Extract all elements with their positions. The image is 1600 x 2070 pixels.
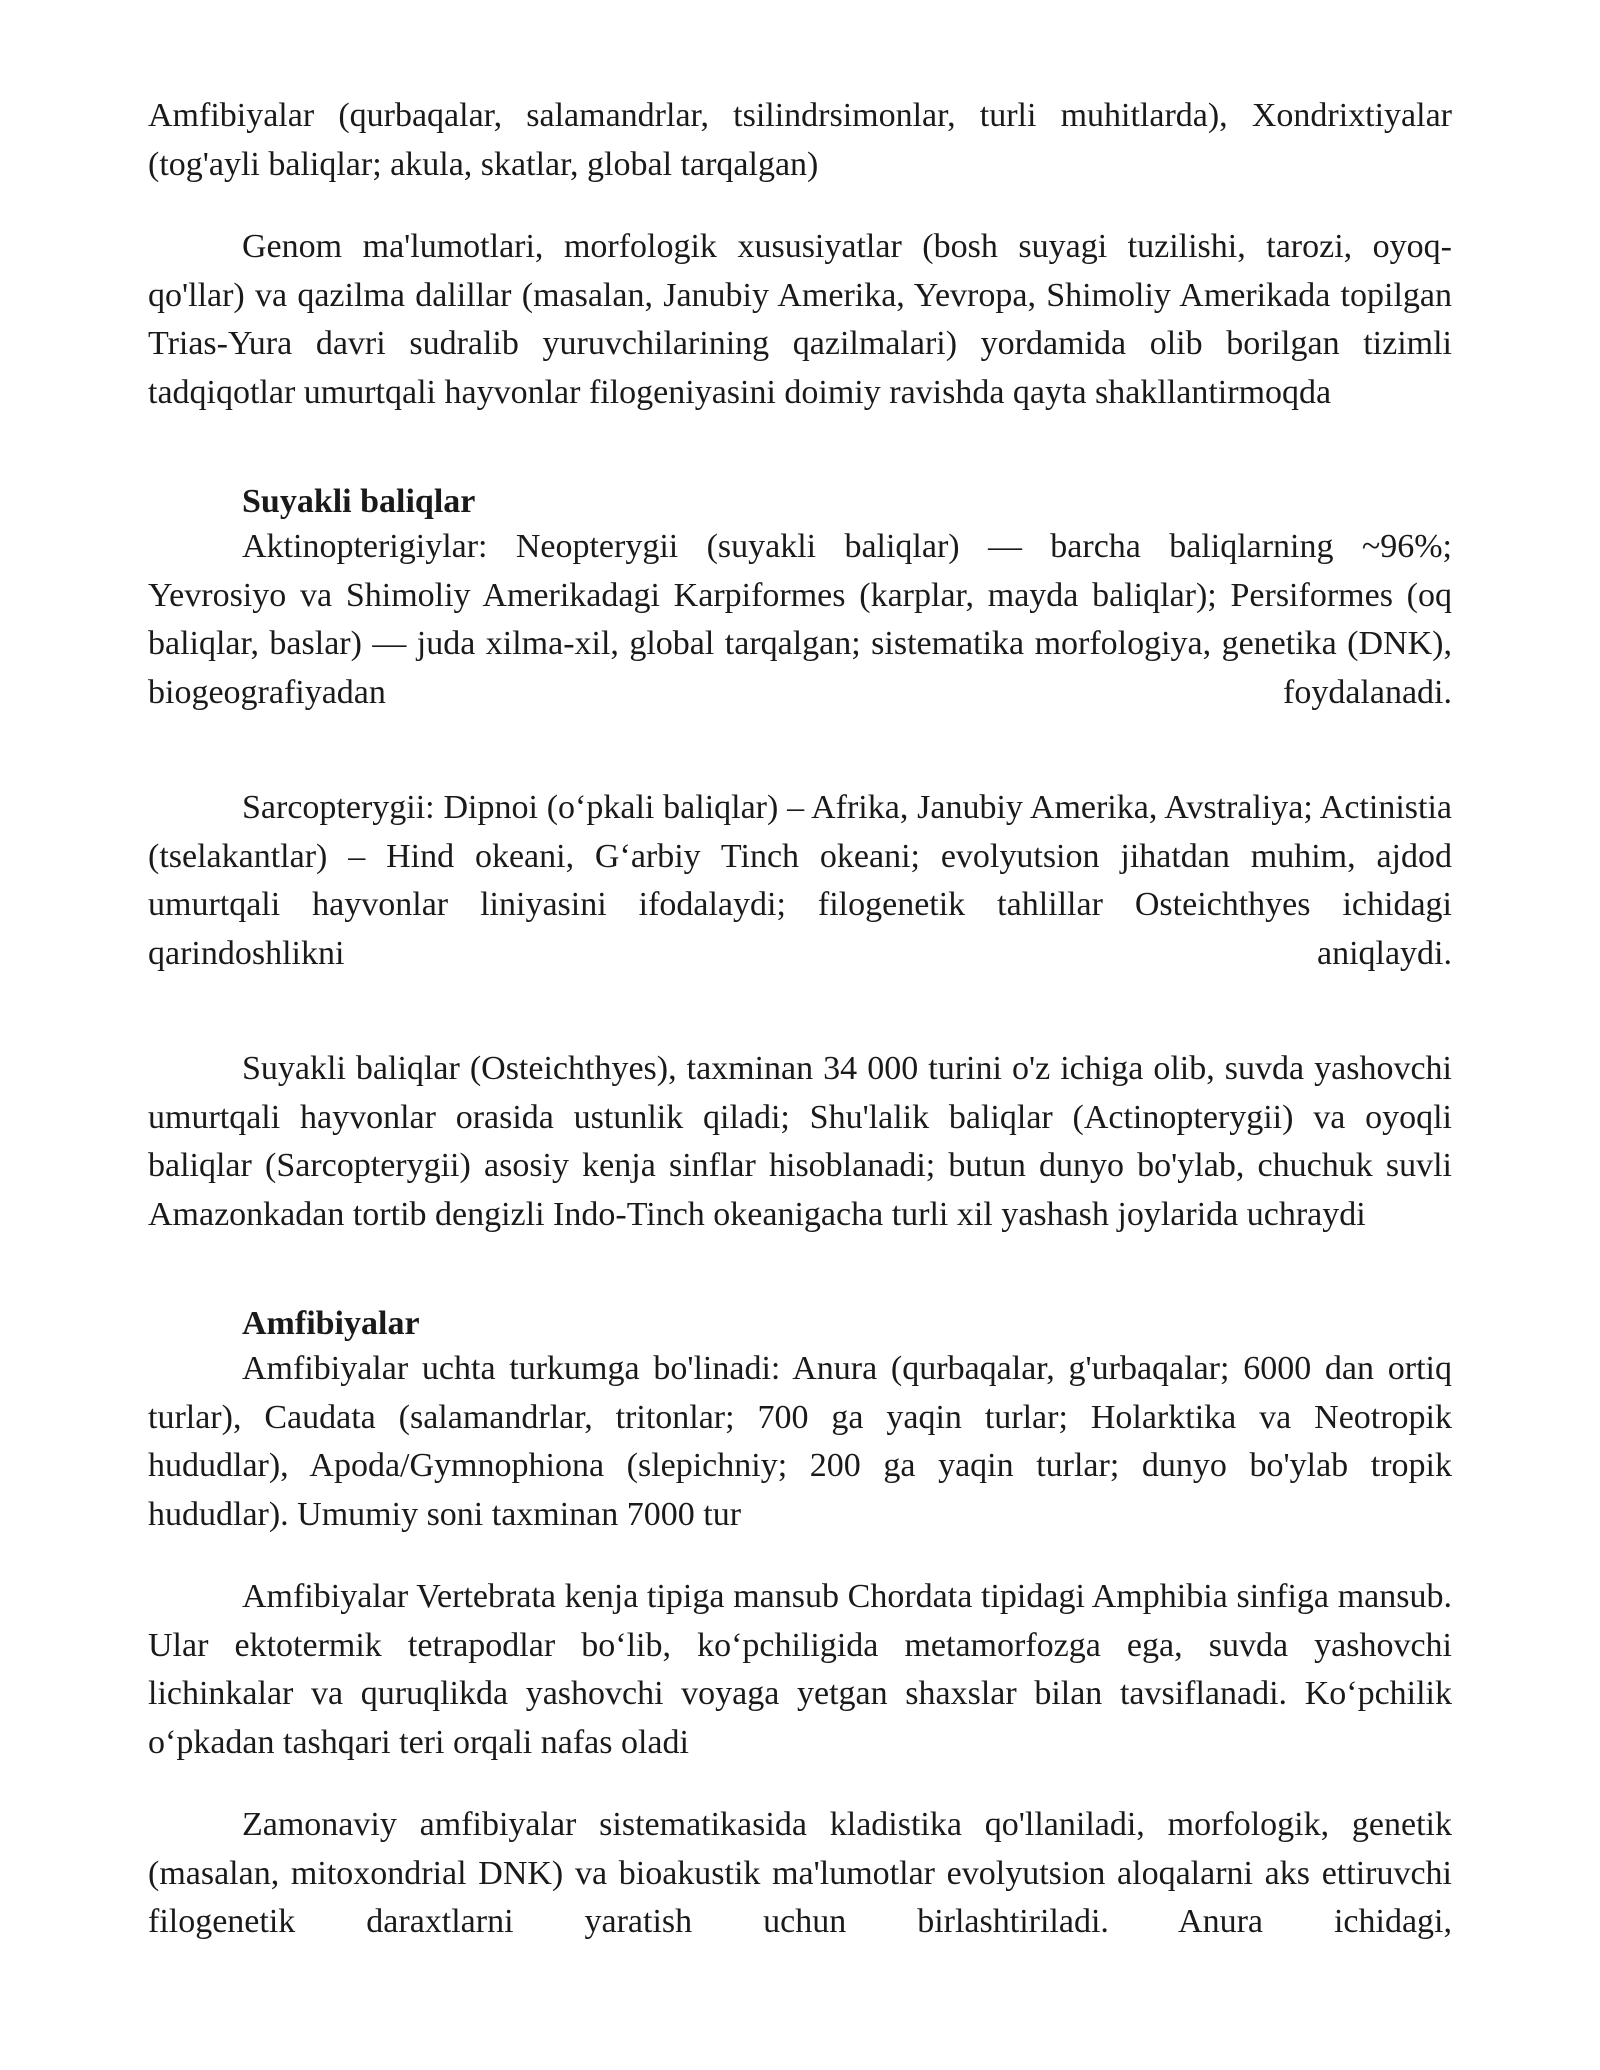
paragraph-actinopterygii: Aktinopterigiylar: Neopterygii (suyakli baliqlar) — barcha baliqlarning ~96%; Yevrosiyo va Shimoliy Amerikadagi Karpiformes (karplar, mayda baliqlar); Persiformes (oq baliqlar, baslar) — juda xilma-xil, global tarqalgan; sistematika morfologiya, genetika (DNK), biogeografiyadan foydalanadi.	[148, 528, 1452, 711]
paragraph-amphibians-intro: Amfibiyalar (qurbaqalar, salamandrlar, tsilindrsimonlar, turli muhitlarda), Xondrixtiyalar (tog'ayli baliqlar; akula, skatlar, global tarqalgan)	[148, 97, 1452, 183]
heading-amphibians: Amfibiyalar	[242, 1305, 420, 1342]
paragraph-sarcopterygii: Sarcopterygii: Dipnoi (o‘pkali baliqlar) – Afrika, Janubiy Amerika, Avstraliya; Actinistia (tselakantlar) – Hind okeani, G‘arbiy Tinch okeani; evolyutsion jihatdan muhim, ajdod umurtqali hayvonlar liniyasini ifodalaydi; filogenetik tahlillar Osteichthyes ichidagi qarindoshlikni aniqlaydi.	[148, 789, 1452, 972]
paragraph-amphibian-classification: Amfibiyalar Vertebrata kenja tipiga mansub Chordata tipidagi Amphibia sinfiga mansub. Ular ektotermik tetrapodlar bo‘lib, ko‘pchiligida metamorfozga ega, suvda yashovchi lichinkalar va quruqlikda yashovchi voyaga yetgan shaxslar bilan tavsiflanadi. Ko‘pchilik o‘pkadan tashqari teri orqali nafas oladi	[148, 1578, 1452, 1761]
paragraph-genome-research: Genom ma'lumotlari, morfologik xususiyatlar (bosh suyagi tuzilishi, tarozi, oyoq-qo'llar) va qazilma dalillar (masalan, Janubiy Amerika, Yevropa, Shimoliy Amerikada topilgan Trias-Yura davri sudralib yuruvchilarining qazilmalari) yordamida olib borilgan tizimli tadqiqotlar umurtqali hayvonlar filogeniyasini doimiy ravishda qayta shakllantirmoqda	[148, 228, 1452, 411]
paragraph-amphibian-orders: Amfibiyalar uchta turkumga bo'linadi: Anura (qurbaqalar, g'urbaqalar; 6000 dan ortiq turlar), Caudata (salamandrlar, tritonlar; 700 ga yaqin turlar; Holarktika va Neotropik hududlar), Apoda/Gymnophiona (slepichniy; 200 ga yaqin turlar; dunyo bo'ylab tropik hududlar). Umumiy soni taxminan 7000 tur	[148, 1350, 1452, 1533]
heading-bony-fish: Suyakli baliqlar	[242, 483, 476, 520]
document-page	[148, 92, 1452, 1947]
paragraph-osteichthyes: Suyakli baliqlar (Osteichthyes), taxminan 34 000 turini o'z ichiga olib, suvda yashovchi umurtqali hayvonlar orasida ustunlik qiladi; Shu'lalik baliqlar (Actinopterygii) va oyoqli baliqlar (Sarcopterygii) asosiy kenja sinflar hisoblanadi; butun dunyo bo'ylab, chuchuk suvli Amazonkadan tortib dengizli Indo-Tinch okeanigacha turli xil yashash joylarida uchraydi	[148, 1050, 1452, 1233]
paragraph-amphibian-systematics: Zamonaviy amfibiyalar sistematikasida kladistika qo'llaniladi, morfologik, genetik (masalan, mitoxondrial DNK) va bioakustik ma'lumotlar evolyutsion aloqalarni aks ettiruvchi filogenetik daraxtlarni yaratish uchun birlashtiriladi. Anura ichidagi,	[148, 1806, 1452, 1940]
